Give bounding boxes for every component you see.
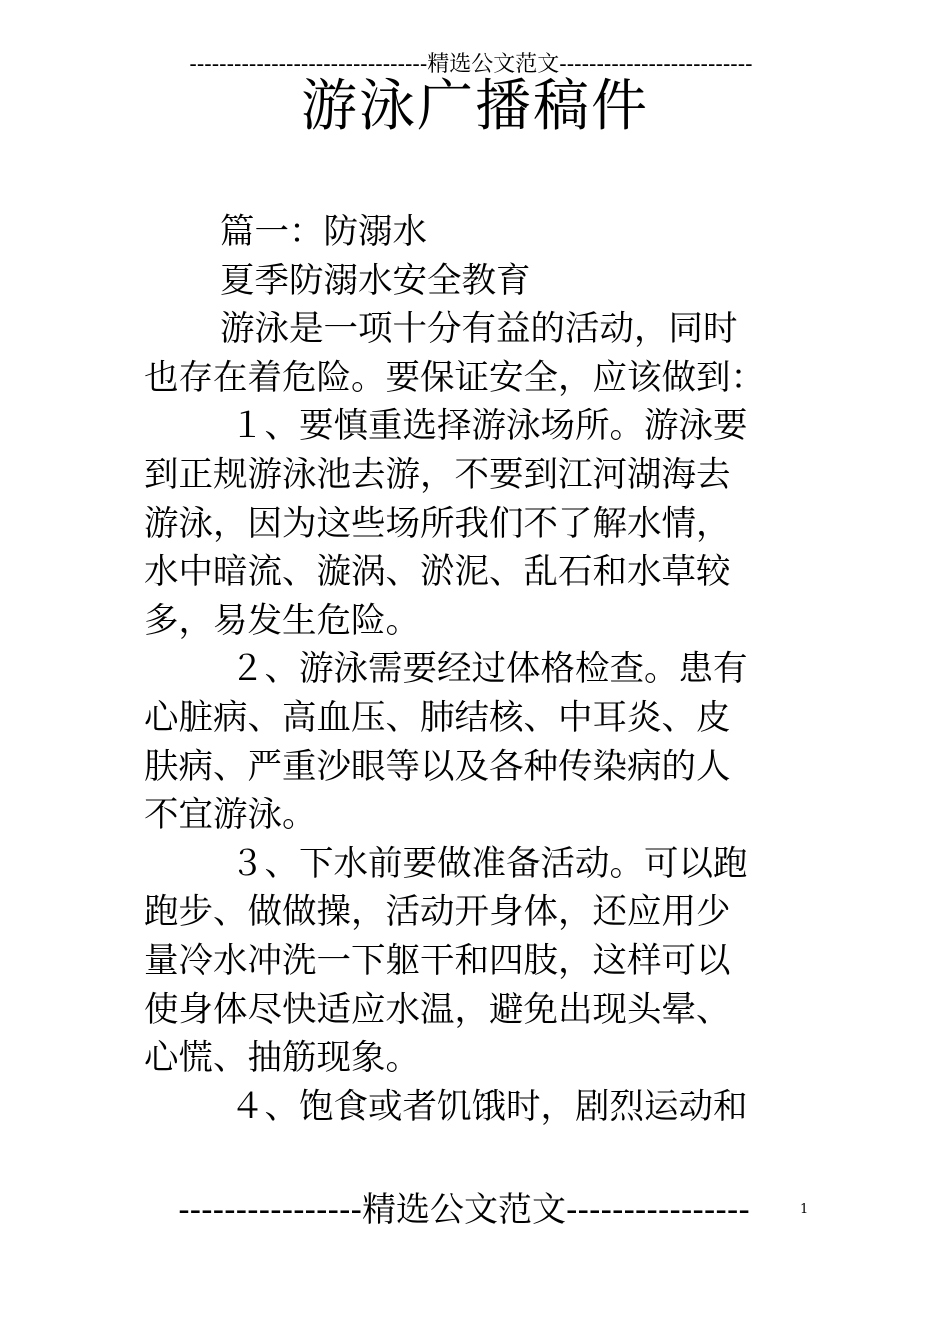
- paragraph-line: 心慌、抽筋现象。: [144, 1038, 420, 1079]
- paragraph-line: 使身体尽快适应水温，避免出现头晕、: [144, 989, 731, 1030]
- section-heading: 篇一：防溺水: [220, 212, 427, 252]
- paragraph-line: 到正规游泳池去游，不要到江河湖海去: [144, 454, 731, 495]
- paragraph-line: ２、游泳需要经过体格检查。患有: [230, 649, 748, 690]
- footer-rule: ----------------精选公文范文----------------: [178, 1190, 750, 1230]
- paragraph-line: 游泳，因为这些场所我们不了解水情，: [144, 503, 731, 544]
- document-title: 游泳广播稿件: [301, 74, 649, 139]
- subsection-heading: 夏季防溺水安全教育: [220, 260, 531, 301]
- paragraph-line: 心脏病、高血压、肺结核、中耳炎、皮: [144, 697, 731, 738]
- paragraph-line: 也存在着危险。要保证安全，应该做到：: [144, 357, 765, 398]
- paragraph-line: 量冷水冲洗一下躯干和四肢，这样可以: [144, 940, 731, 981]
- paragraph-line: 多，易发生危险。: [144, 600, 420, 641]
- paragraph-line: 不宜游泳。: [144, 795, 317, 836]
- document-body: [144, 208, 804, 1131]
- header-rule: --------------------------------精选公文范文--------------------------: [189, 52, 753, 77]
- paragraph-line: 水中暗流、漩涡、淤泥、乱石和水草较: [144, 552, 731, 593]
- paragraph-line: 肤病、严重沙眼等以及各种传染病的人: [144, 746, 731, 787]
- paragraph-line: 游泳是一项十分有益的活动，同时: [220, 309, 738, 350]
- paragraph-line: 跑步、做做操，活动开身体，还应用少: [144, 892, 731, 933]
- paragraph-line: ３、下水前要做准备活动。可以跑: [230, 843, 748, 884]
- page-number: 1: [800, 1202, 809, 1217]
- paragraph-line: １、要慎重选择游泳场所。游泳要: [230, 406, 748, 447]
- paragraph-line: ４、饱食或者饥饿时，剧烈运动和: [230, 1086, 748, 1127]
